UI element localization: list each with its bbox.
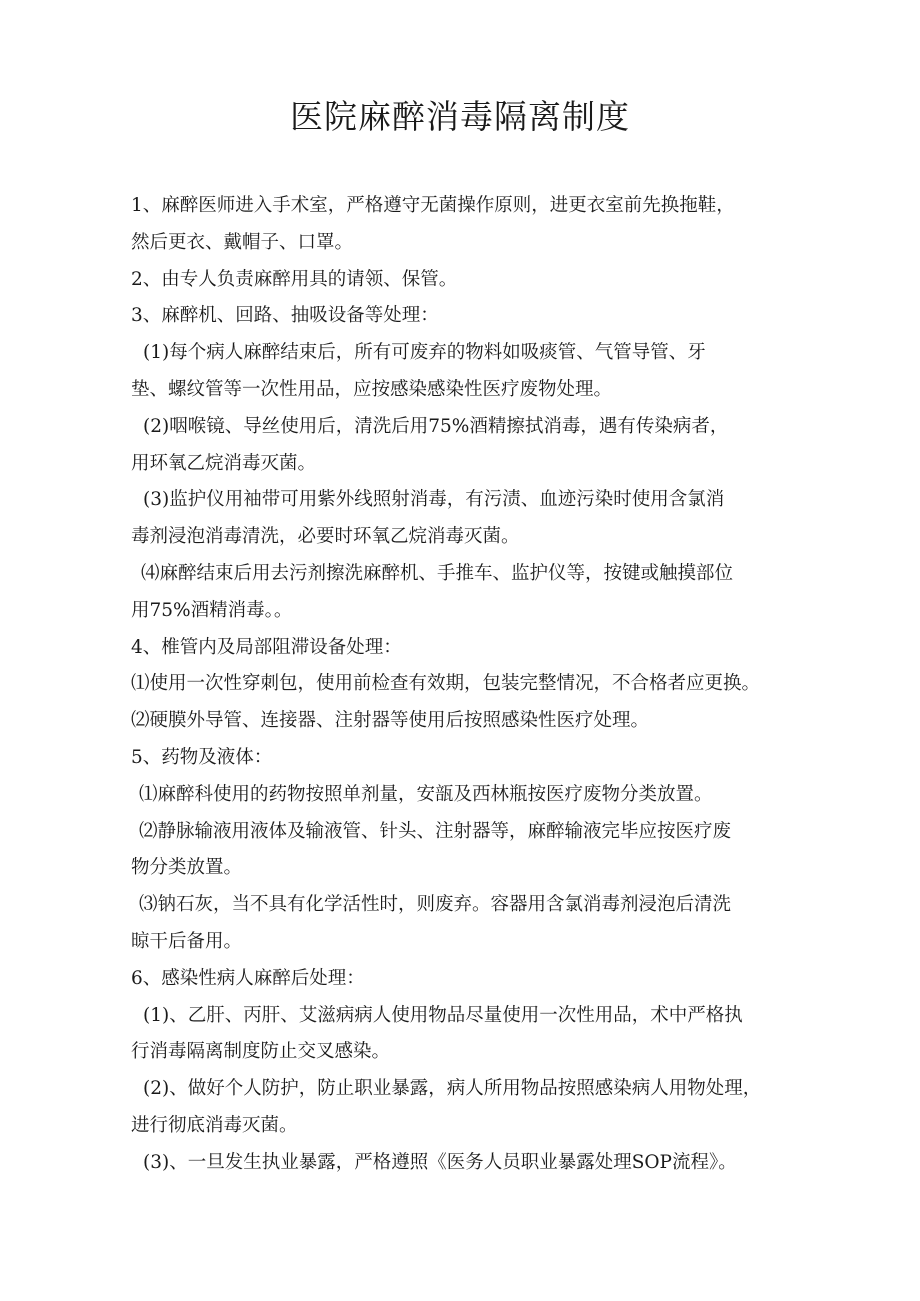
text-line: ⑴使用一次性穿刺包，使用前检查有效期，包装完整情况，不合格者应更换。 bbox=[131, 673, 761, 695]
document-title: 医院麻醉消毒隔离制度 bbox=[290, 97, 630, 136]
text-line: 晾干后备用。 bbox=[131, 930, 243, 952]
text-line: 物分类放置。 bbox=[131, 857, 243, 879]
text-line: 6、感染性病人麻醉后处理： bbox=[131, 967, 365, 989]
text-line: ⑵硬膜外导管、连接器、注射器等使用后按照感染性医疗处理。 bbox=[131, 710, 650, 732]
text-line: 1、麻醉医师进入手术室，严格遵守无菌操作原则，进更衣室前先换拖鞋， bbox=[131, 195, 735, 216]
text-line: (2)、做好个人防护，防止职业暴露，病人所用物品按照感染病人用物处理， bbox=[143, 1078, 762, 1100]
text-line: (2)咽喉镜、导丝使用后，清洗后用75%酒精擦拭消毒，遇有传染病者， bbox=[143, 415, 729, 437]
document-body bbox=[131, 188, 831, 1182]
text-line: (1)每个病人麻醉结束后，所有可废弃的物料如吸痰管、气管导管、牙 bbox=[143, 342, 706, 364]
text-line: 4、椎管内及局部阻滞设备处理： bbox=[131, 636, 402, 658]
text-line: 2、由专人负责麻醉用具的请领、保管。 bbox=[131, 268, 458, 290]
text-line: (1)、乙肝、丙肝、艾滋病病人使用物品尽量使用一次性用品，术中严格执 bbox=[143, 1004, 743, 1026]
text-line: ⑴麻醉科使用的药物按照单剂量，安瓿及西林瓶按医疗废物分类放置。 bbox=[139, 783, 713, 805]
text-line: 用环氧乙烷消毒灭菌。 bbox=[131, 452, 317, 474]
text-line: (3)、一旦发生执业暴露，严格遵照《医务人员职业暴露处理SOP流程》。 bbox=[143, 1151, 737, 1173]
text-line: ⑷麻醉结束后用去污剂擦洗麻醉机、手推车、监护仪等，按键或触摸部位 bbox=[141, 562, 734, 584]
text-line: 进行彻底消毒灭菌。 bbox=[131, 1114, 298, 1136]
text-line: ⑶钠石灰，当不具有化学活性时，则废弃。容器用含氯消毒剂浸泡后清洗 bbox=[139, 894, 732, 916]
text-line: 然后更衣、戴帽子、口罩。 bbox=[131, 231, 354, 253]
text-line: ⑵静脉输液用液体及输液管、针头、注射器等，麻醉输液完毕应按医疗废 bbox=[139, 820, 732, 842]
text-line: 5、药物及液体： bbox=[131, 746, 273, 768]
text-line: 毒剂浸泡消毒清洗，必要时环氧乙烷消毒灭菌。 bbox=[131, 526, 520, 548]
text-line: 3、麻醉机、回路、抽吸设备等处理： bbox=[131, 305, 439, 327]
text-line: 垫、螺纹管等一次性用品，应按感染感染性医疗废物处理。 bbox=[131, 378, 613, 400]
text-line: (3)监护仪用袖带可用紫外线照射消毒，有污渍、血迹污染时使用含氯消 bbox=[143, 489, 725, 511]
text-line: 行消毒隔离制度防止交叉感染。 bbox=[131, 1041, 391, 1063]
text-line: 用75%酒精消毒。。 bbox=[131, 599, 293, 621]
